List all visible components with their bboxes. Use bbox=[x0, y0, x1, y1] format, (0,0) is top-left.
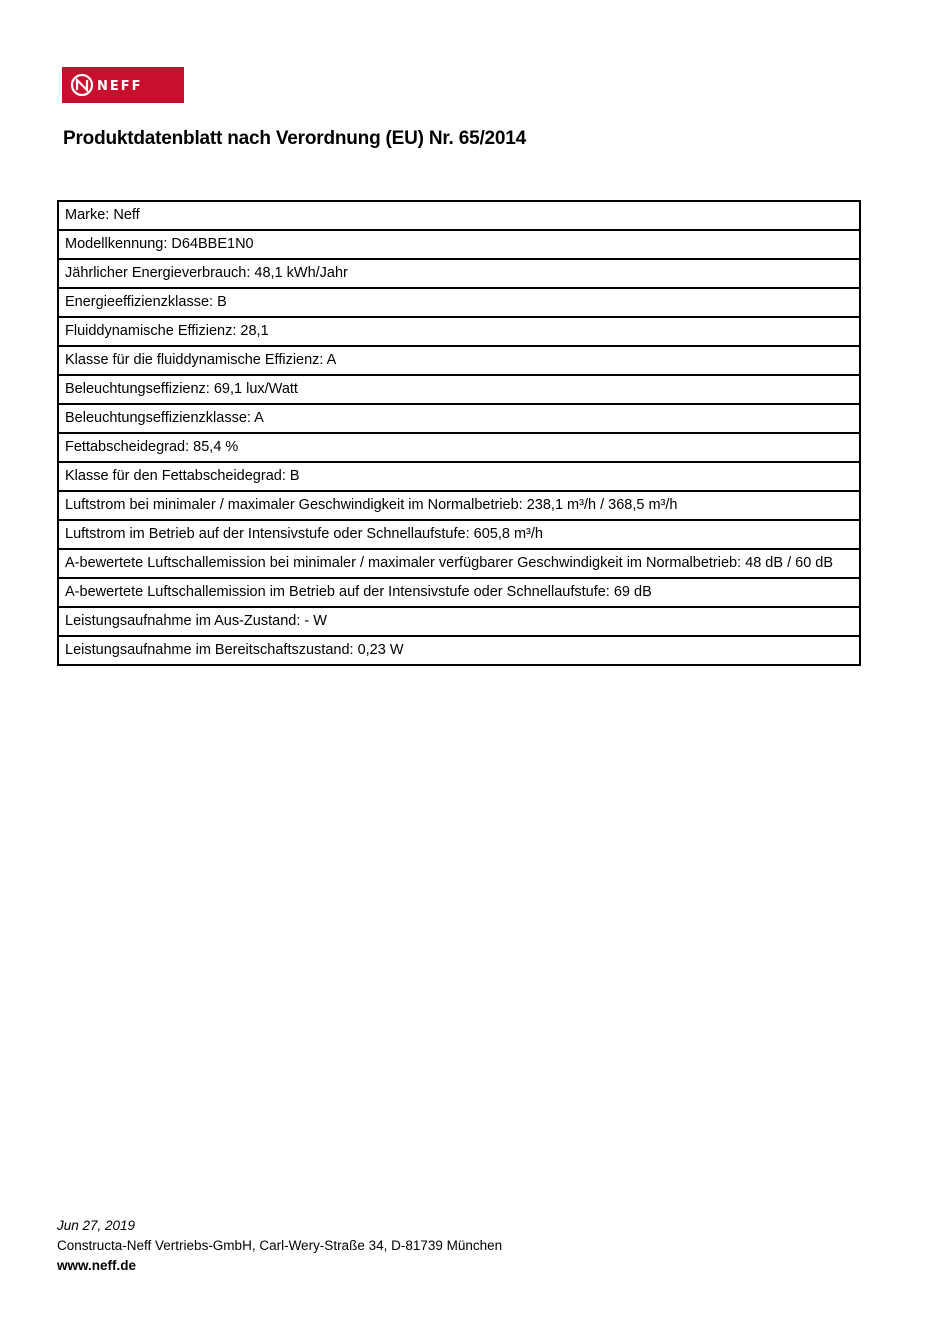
table-row bbox=[58, 404, 860, 433]
table-row bbox=[58, 375, 860, 404]
table-cell: Klasse für die fluiddynamische Effizienz: A bbox=[58, 346, 860, 375]
table-cell: Fettabscheidegrad: 85,4 % bbox=[58, 433, 860, 462]
table-row bbox=[58, 607, 860, 636]
footer-website: www.neff.de bbox=[57, 1258, 137, 1273]
table-row bbox=[58, 433, 860, 462]
table-row bbox=[58, 230, 860, 259]
table-cell: Luftstrom im Betrieb auf der Intensivstufe oder Schnellaufstufe: 605,8 m³/h bbox=[58, 520, 860, 549]
table-row bbox=[58, 636, 860, 665]
table-cell: A-bewertete Luftschallemission im Betrieb auf der Intensivstufe oder Schnellaufstufe: 69 dB bbox=[58, 578, 860, 607]
table-cell: Leistungsaufnahme im Bereitschaftszustand: 0,23 W bbox=[58, 636, 860, 665]
neff-logo-mark bbox=[67, 70, 179, 100]
table-row bbox=[58, 288, 860, 317]
table-cell: Fluiddynamische Effizienz: 28,1 bbox=[58, 317, 860, 346]
table-row bbox=[58, 346, 860, 375]
table-row bbox=[58, 201, 860, 230]
neff-logo bbox=[62, 67, 184, 103]
table-row bbox=[58, 520, 860, 549]
page-title: Produktdatenblatt nach Verordnung (EU) Nr. 65/2014 bbox=[63, 128, 526, 149]
table-cell: Beleuchtungseffizienzklasse: A bbox=[58, 404, 860, 433]
table-cell: A-bewertete Luftschallemission bei minimaler / maximaler verfügbarer Geschwindigkeit im Normalbetrieb: 48 dB / 60 dB bbox=[58, 549, 860, 578]
table-row bbox=[58, 578, 860, 607]
table-row bbox=[58, 317, 860, 346]
table-row bbox=[58, 259, 860, 288]
footer-date: Jun 27, 2019 bbox=[57, 1218, 136, 1233]
product-data-table bbox=[57, 200, 861, 666]
table-cell: Luftstrom bei minimaler / maximaler Geschwindigkeit im Normalbetrieb: 238,1 m³/h / 368,5 m³/h bbox=[58, 491, 860, 520]
table-cell: Modellkennung: D64BBE1N0 bbox=[58, 230, 860, 259]
table-row bbox=[58, 549, 860, 578]
table-cell: Marke: Neff bbox=[58, 201, 860, 230]
table-cell: Jährlicher Energieverbrauch: 48,1 kWh/Jahr bbox=[58, 259, 860, 288]
table-row bbox=[58, 491, 860, 520]
table-cell: Klasse für den Fettabscheidegrad: B bbox=[58, 462, 860, 491]
neff-logo-text: NEFF bbox=[97, 79, 143, 94]
table-cell: Leistungsaufnahme im Aus-Zustand: - W bbox=[58, 607, 860, 636]
table-row bbox=[58, 462, 860, 491]
table-cell: Energieeffizienzklasse: B bbox=[58, 288, 860, 317]
table-cell: Beleuchtungseffizienz: 69,1 lux/Watt bbox=[58, 375, 860, 404]
footer-company-address: Constructa-Neff Vertriebs-GmbH, Carl-Wery-Straße 34, D-81739 München bbox=[57, 1238, 503, 1253]
page-footer bbox=[57, 1216, 502, 1276]
